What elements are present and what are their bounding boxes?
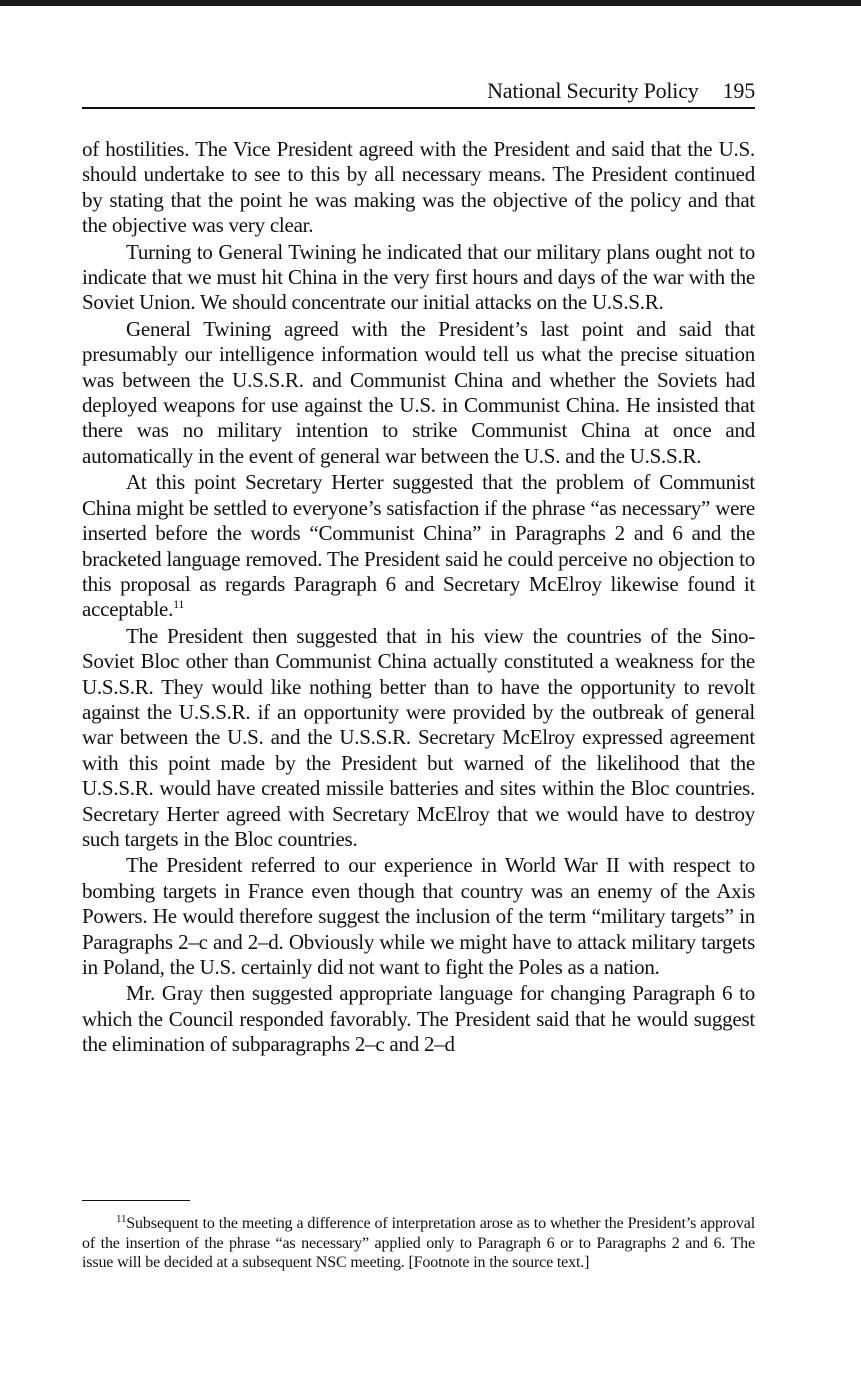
page-top-edge — [0, 0, 861, 6]
footnote-text: Subsequent to the meeting a difference of interpretation arose as to whether the President’s approval of the insertion of the phrase “as necessary” applied only to Paragraph 6 or to Paragraphs 2 and 6. The issue will be decided at a subsequent NSC meeting. [Footnote in the source text.] — [82, 1215, 755, 1271]
footnote — [82, 1214, 755, 1273]
paragraph — [82, 624, 755, 853]
paragraph-text: Mr. Gray then suggested appropriate language for changing Paragraph 6 to which the Council responded favorably. The President said that he would suggest the elimination of subparagraphs 2–c and 2–d — [82, 981, 755, 1057]
paragraph — [82, 853, 755, 980]
paragraph-continued — [82, 137, 755, 239]
running-header — [82, 76, 755, 106]
paragraph-text: At this point Secretary Herter suggested that the problem of Communist China might be settled to everyone’s satisfaction if the phrase “as necessary” were inserted before the words “Communist China” in Paragraphs 2 and 6 and the bracketed language removed. The President said he could perceive no objection to this proposal as regards Paragraph 6 and Secretary McElroy likewise found it acceptable. — [82, 470, 755, 622]
footnote-rule — [82, 1200, 190, 1201]
paragraph — [82, 470, 755, 622]
footnote-reference[interactable]: 11 — [173, 597, 185, 612]
paragraph-text: The President referred to our experience in World War II with respect to bombing targets in France even though that country was an enemy of the Axis Powers. He would therefore suggest the inclusion of the term “military targets” in Paragraphs 2–c and 2–d. Obviously while we might have to attack military targets in Poland, the U.S. certainly did not want to fight the Poles as a nation. — [82, 853, 755, 979]
paragraph-text: of hostilities. The Vice President agreed with the President and said that the U.S. should undertake to see to this by all necessary means. The President continued by stating that the point he was making was the objective of the policy and that the objective was very clear. — [82, 137, 755, 238]
header-title: National Security Policy — [487, 78, 699, 103]
paragraph-text: Turning to General Twining he indicated that our military plans ought not to indicate that we must hit China in the very first hours and days of the war with the Soviet Union. We should concentrate our initial attacks on the U.S.S.R. — [82, 239, 755, 315]
paragraph-text: The President then suggested that in his view the countries of the Sino-Soviet Bloc other than Communist China actually constituted a weakness for the U.S.S.R. They would like nothing better than to have the opportunity to revolt against the U.S.S.R. if an opportunity were provided by the outbreak of general war between the U.S. and the U.S.S.R. Secretary McElroy expressed agreement with this point made by the President but warned of the likelihood that the U.S.S.R. would have created missile batteries and sites within the Bloc countries. Secretary Herter agreed with Secretary McElroy that we would have to destroy such targets in the Bloc countries. — [82, 623, 755, 851]
page-number: 195 — [722, 78, 755, 103]
body-text — [82, 137, 755, 1059]
paragraph-text: General Twining agreed with the President’s last point and said that presumably our intelligence information would tell us what the precise situation was between the U.S.S.R. and Communist China and whether the Soviets had deployed weapons for use against the U.S. in Communist China. He insisted that there was no military intention to strike Communist China at once and automatically in the event of general war between the U.S. and the U.S.S.R. — [82, 316, 755, 468]
paragraph — [82, 981, 755, 1057]
paragraph — [82, 240, 755, 316]
paragraph — [82, 317, 755, 469]
header-rule — [82, 107, 755, 109]
footnote-number: 11 — [116, 1213, 127, 1225]
